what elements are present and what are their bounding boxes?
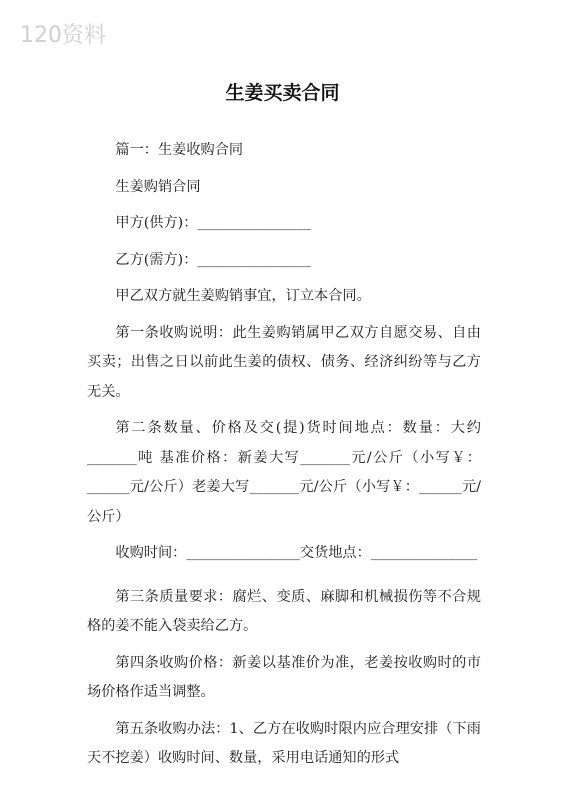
article-2-paragraph: 第二条数量、价格及交(提)货时间地点：数量：大约_______吨 基准价格：新姜大写_______元/公斤（小写￥：______元/公斤）老姜大写_______元/公斤（小写￥：______元/公斤） bbox=[87, 420, 481, 525]
article-3-paragraph: 第三条质量要求：腐烂、变质、麻脚和机械损伤等不合规格的姜不能入袋卖给乙方。 bbox=[87, 588, 481, 634]
article-4-paragraph: 第四条收购价格：新姜以基准价为准，老姜按收购时的市场价格作适当调整。 bbox=[87, 654, 481, 700]
article-5-paragraph: 第五条收购办法：1、乙方在收购时限内应合理安排（下雨天不挖姜）收购时间、数量，采用电话通知的形式 bbox=[87, 720, 481, 766]
party-b-line: 乙方(需方)：________________ bbox=[115, 251, 311, 268]
purchase-time-line: 收购时间：________________交货地点：_______________ bbox=[115, 545, 478, 561]
document-body bbox=[87, 136, 481, 774]
party-a-line: 甲方(供方)：________________ bbox=[115, 215, 311, 231]
article-1-paragraph: 第一条收购说明：此生姜购销属甲乙双方自愿交易、自由买卖；出售之日以前此生姜的债权、债务、经济纠纷等与乙方无关。 bbox=[87, 324, 481, 400]
document-title: 生姜买卖合同 bbox=[225, 82, 340, 104]
preamble-paragraph: 甲乙双方就生姜购销事宜，订立本合同。 bbox=[115, 288, 371, 304]
contract-name: 生姜购销合同 bbox=[115, 178, 201, 195]
section-heading: 篇一：生姜收购合同 bbox=[115, 142, 244, 158]
watermark-logo: 120资料 bbox=[20, 23, 106, 48]
